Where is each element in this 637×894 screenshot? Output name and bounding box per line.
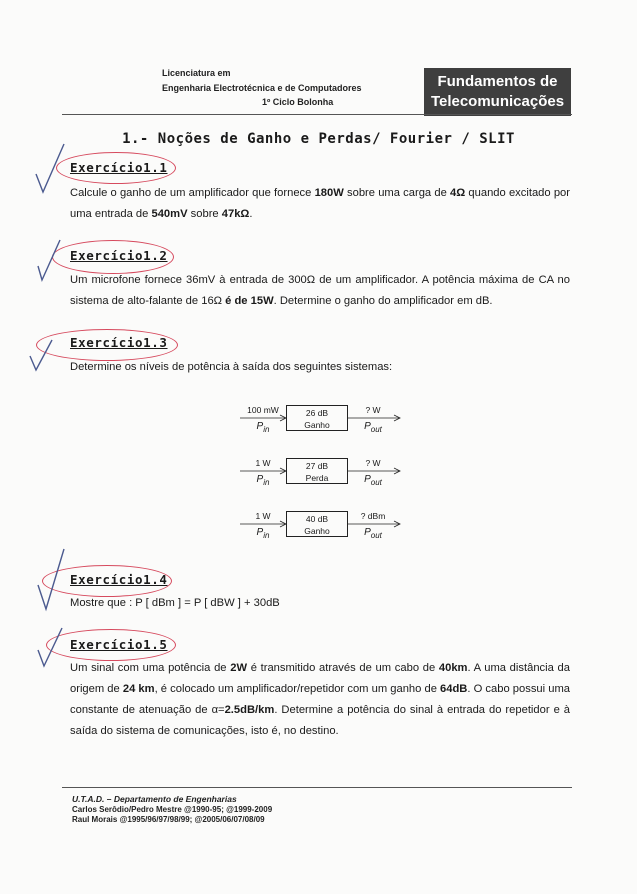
check-mark-icon bbox=[34, 140, 68, 200]
exercise-title-1-4: Exercício1.4 bbox=[70, 572, 168, 587]
block-label: Perda bbox=[305, 473, 329, 483]
course-title-box bbox=[424, 68, 571, 116]
program-info bbox=[162, 66, 362, 110]
footer-authors-2: Raul Morais @1995/96/97/98/99; @2005/06/07/08/09 bbox=[72, 815, 265, 824]
block-value: 27 dB bbox=[305, 461, 329, 471]
input-power: 1 W bbox=[255, 511, 271, 521]
footer bbox=[72, 794, 272, 826]
output-label: $P_{out}$ bbox=[364, 474, 382, 487]
exercise-text-1-3: Determine os níveis de potência à saída dos seguintes sistemas: bbox=[70, 361, 393, 373]
power-system-diagram-1 bbox=[240, 405, 400, 445]
program-line-1: Licenciatura em bbox=[162, 68, 231, 78]
footer-department: U.T.A.D. – Departamento de Engenharias bbox=[72, 794, 237, 804]
power-system-diagram-2 bbox=[240, 458, 400, 498]
exercise-title-1-3: Exercício1.3 bbox=[70, 335, 168, 350]
input-power: 100 mW bbox=[247, 405, 279, 415]
exercise-text-1-5: Um sinal com uma potência de 2W é transmitido através de um cabo de 40km. A uma distância da origem de 24 km, é colocado um amplificador/repetidor com um ganho de 64dB. O cabo possui uma constante de atenuação de α=2.5dB/km. Determine a potência do sinal à entrada do repetidor e à saída do sistema de comunicações, isto é, no destino. bbox=[70, 662, 570, 737]
footer-authors-1: Carlos Serôdio/Pedro Mestre @1990-95; @1999-2009 bbox=[72, 804, 273, 814]
power-system-diagram-3 bbox=[240, 511, 400, 551]
program-line-3: 1º Ciclo Bolonha bbox=[262, 97, 334, 107]
check-mark-icon bbox=[34, 236, 64, 286]
block-label: Ganho bbox=[304, 526, 330, 536]
block-value: 26 dB bbox=[305, 408, 329, 418]
system-block bbox=[286, 458, 348, 484]
output-label: $P_{out}$ bbox=[364, 421, 382, 434]
output-label: $P_{out}$ bbox=[364, 527, 382, 540]
header-divider bbox=[62, 114, 572, 115]
block-label: Ganho bbox=[304, 420, 330, 430]
exercise-title-1-1: Exercício1.1 bbox=[70, 160, 168, 175]
output-power: ? W bbox=[365, 458, 381, 468]
course-title-line-1: Fundamentos de bbox=[437, 73, 558, 90]
input-label: $P_{in}$ bbox=[256, 474, 270, 487]
output-power: ? dBm bbox=[360, 511, 386, 521]
check-mark-icon bbox=[28, 334, 58, 376]
output-power: ? W bbox=[365, 405, 381, 415]
exercise-text-1-1: Calcule o ganho de um amplificador que fornece 180W sobre uma carga de 4Ω quando excitado por uma entrada de 540mV sobre 47kΩ. bbox=[70, 187, 570, 220]
exercise-text-1-2: Um microfone fornece 36mV à entrada de 300Ω de um amplificador. A potência máxima de CA no sistema de alto-falante de 16Ω é de 15W. Determine o ganho do amplificador em dB. bbox=[70, 274, 570, 307]
input-power: 1 W bbox=[255, 458, 271, 468]
exercise-text-1-4: Mostre que : P [ dBm ] = P [ dBW ] + 30dB bbox=[70, 597, 280, 609]
program-line-2: Engenharia Electrotécnica e de Computadores bbox=[162, 82, 362, 93]
exercise-title-1-5: Exercício1.5 bbox=[70, 637, 168, 652]
block-value: 40 dB bbox=[305, 514, 329, 524]
check-mark-icon bbox=[36, 545, 70, 615]
course-title-line-2: Telecomunicações bbox=[430, 93, 565, 110]
exercise-title-1-2: Exercício1.2 bbox=[70, 248, 168, 263]
system-block bbox=[286, 511, 348, 537]
page-title: 1.- Noções de Ganho e Perdas/ Fourier / SLIT bbox=[122, 131, 515, 147]
input-label: $P_{in}$ bbox=[256, 527, 270, 540]
footer-divider bbox=[62, 787, 572, 788]
check-mark-icon bbox=[36, 624, 66, 672]
input-label: $P_{in}$ bbox=[256, 421, 270, 434]
system-block bbox=[286, 405, 348, 431]
